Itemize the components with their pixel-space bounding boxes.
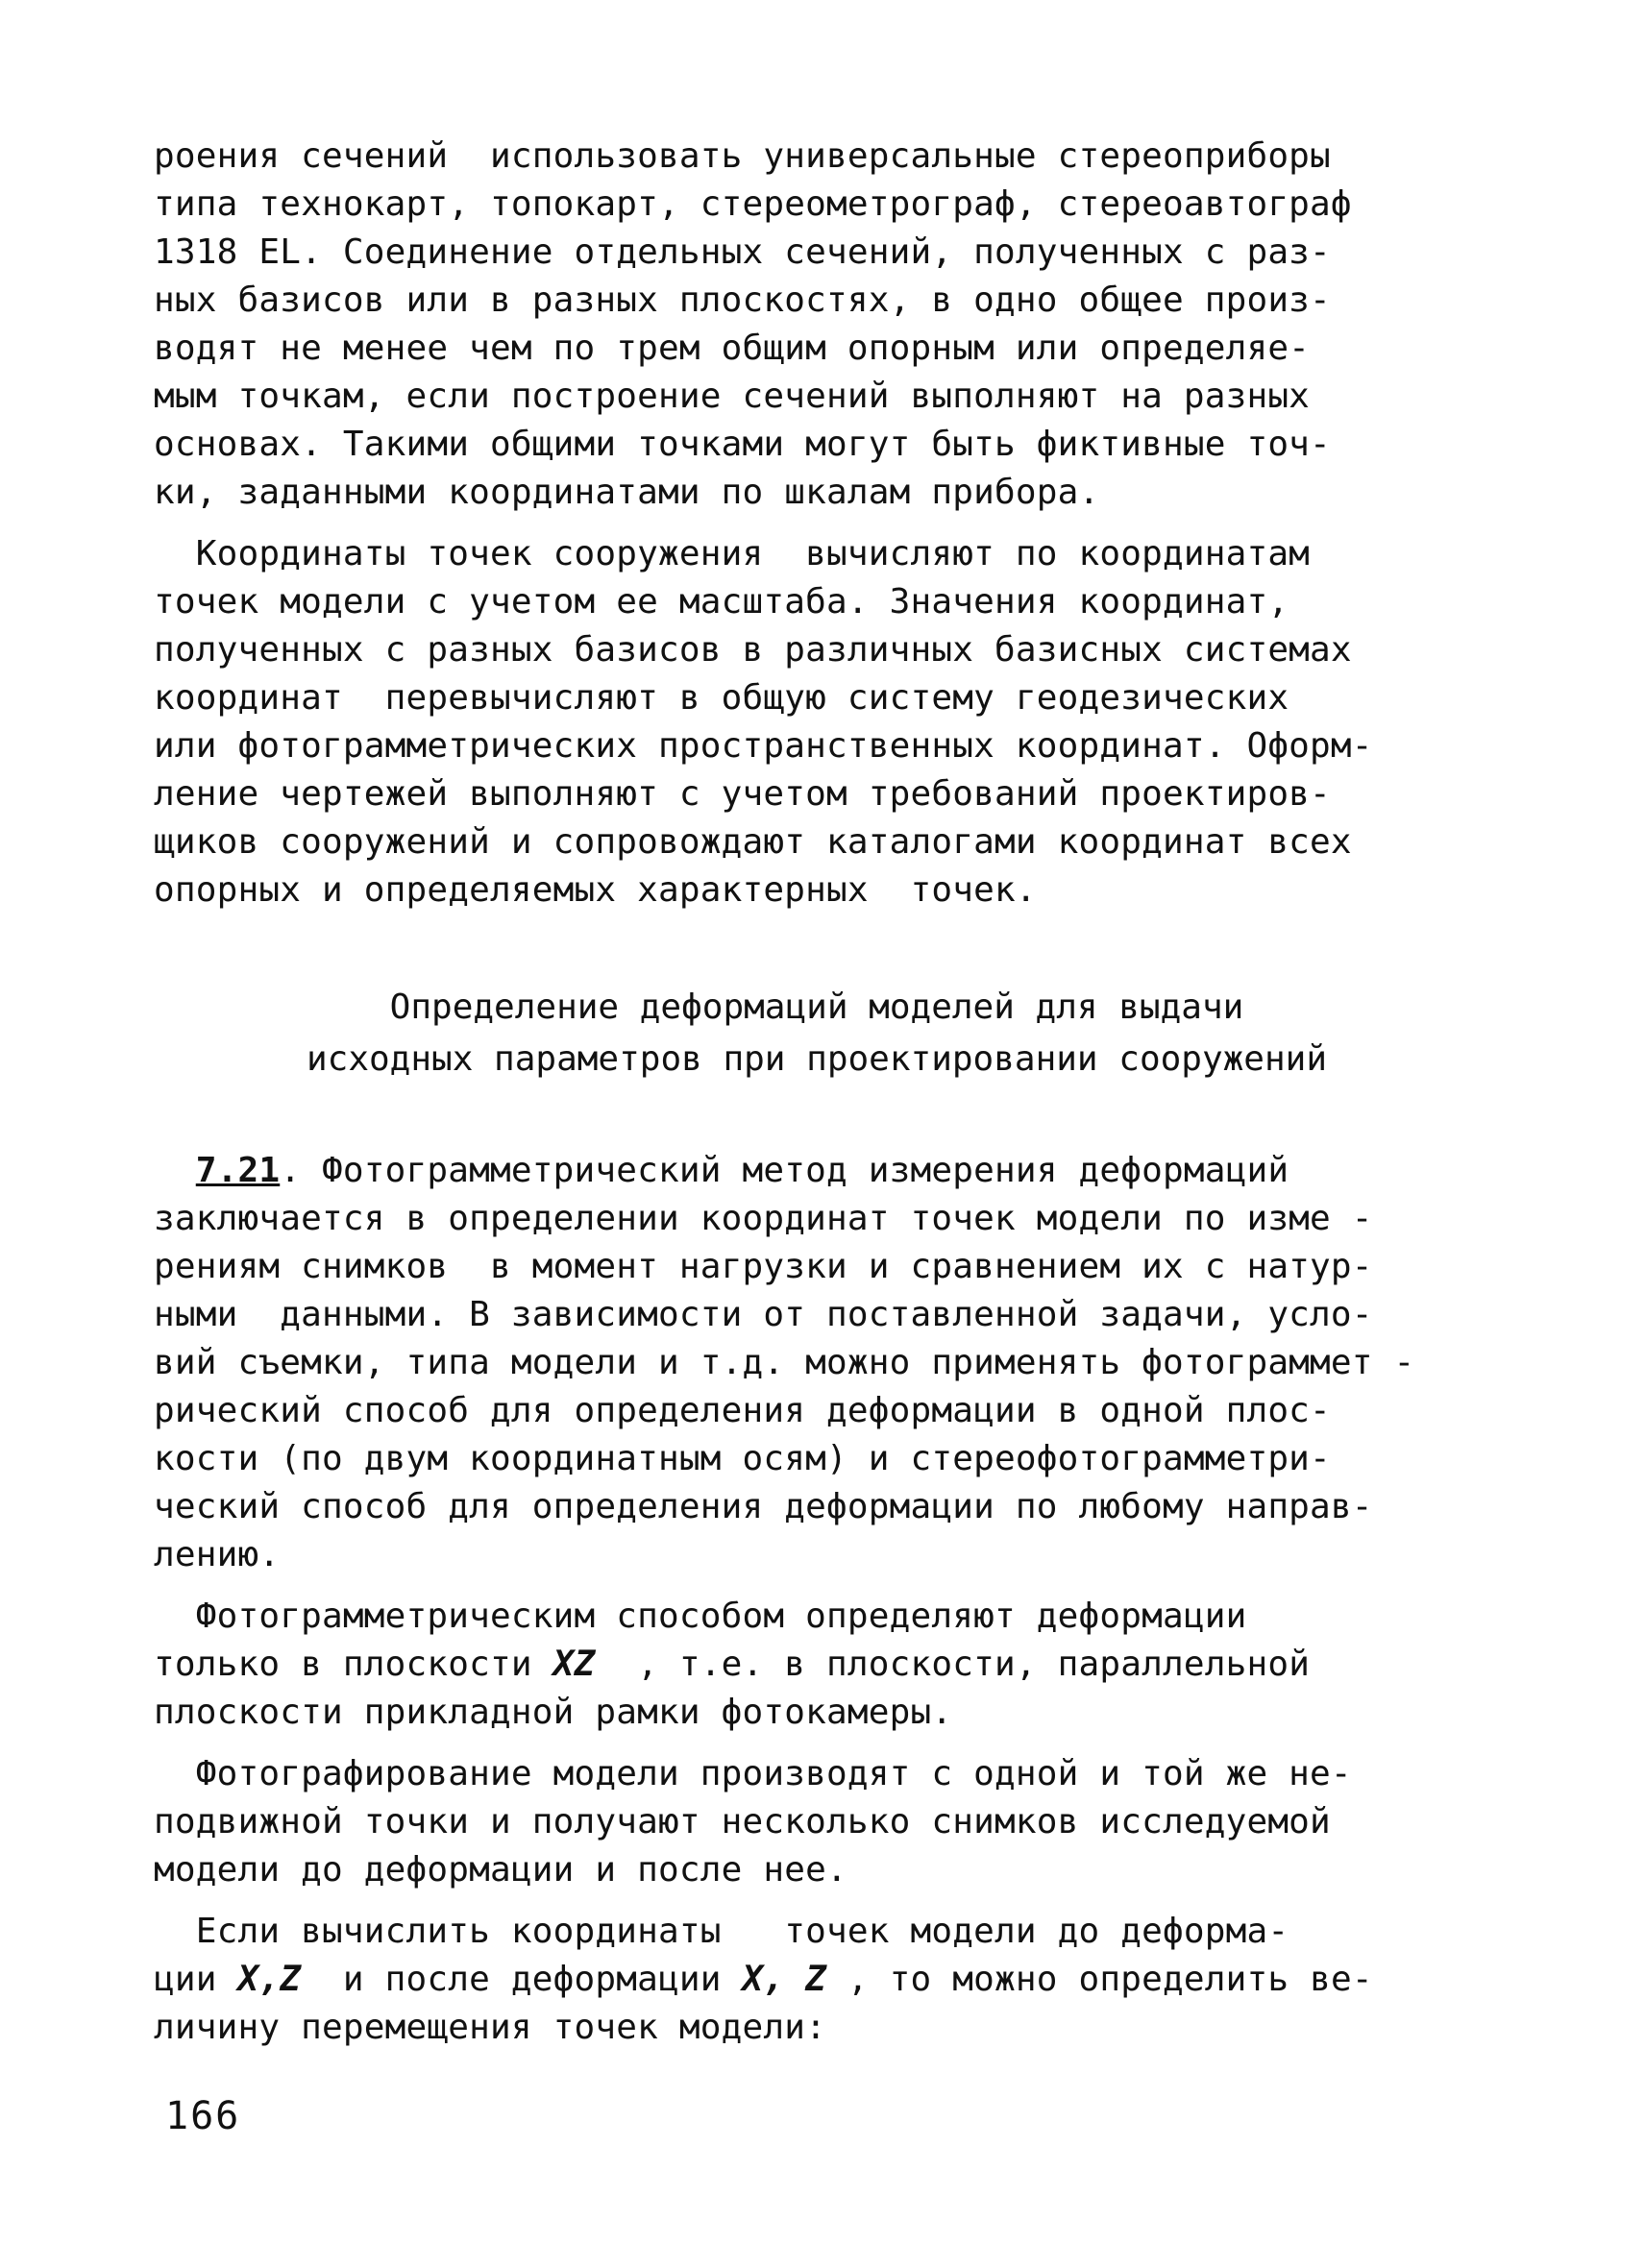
section-paragraph-1 xyxy=(154,1147,1480,1579)
text-line: Фотограмметрическим способом определяют деформации xyxy=(154,1597,1247,1636)
text-line xyxy=(154,1641,1480,1689)
intro-paragraph-1 xyxy=(154,133,1480,517)
text-line: ными данными. В зависимости от поставленной задачи, усло- xyxy=(154,1295,1373,1334)
text-line: или фотограмметрических пространственных координат. Оформ- xyxy=(154,726,1373,766)
text-line: ных базисов или в разных плоскостях, в одно общее произ- xyxy=(154,280,1331,320)
section-paragraph-3 xyxy=(154,1750,1480,1894)
text-line: рический способ для определения деформации в одной плос- xyxy=(154,1391,1331,1430)
text-line: личину перемещения точек модели: xyxy=(154,2008,826,2047)
document-page xyxy=(154,133,1480,2052)
text-line: подвижной точки и получают несколько снимков исследуемой xyxy=(154,1802,1331,1841)
section-gap xyxy=(154,915,1480,982)
text-line: кости (по двум координатным осям) и стереофотограмметри- xyxy=(154,1439,1331,1478)
text-line: Координаты точек сооружения вычисляют по координатам xyxy=(154,534,1311,573)
text-line: рениям снимков в момент нагрузки и сравнением их с натур- xyxy=(154,1247,1373,1286)
text-line: ки, заданными координатами по шкалам приборa. xyxy=(154,473,1100,512)
math-symbol: X, Z xyxy=(742,1960,826,1999)
text-fragment: ции xyxy=(154,1960,238,1999)
text-line: Если вычислить координаты точек модели до деформа- xyxy=(154,1912,1289,1951)
math-symbol: XZ xyxy=(552,1645,596,1684)
text-line: опорных и определяемых характерных точек. xyxy=(154,870,1037,910)
text-line: вий съемки, типа модели и т.д. можно применять фотограммет - xyxy=(154,1343,1415,1382)
text-fragment: , т.е. в плоскости, параллельной xyxy=(595,1645,1311,1684)
math-symbol: X,Z xyxy=(237,1960,302,1999)
text-fragment: , то можно определить ве- xyxy=(825,1960,1373,1999)
text-fragment: . Фотограмметрический метод измерения деформаций xyxy=(280,1151,1289,1190)
text-line: ческий способ для определения деформации по любому направ- xyxy=(154,1487,1373,1526)
text-line: плоскости прикладной рамки фотокамеры. xyxy=(154,1693,953,1732)
text-line: основах. Такими общими точками могут быть фиктивные точ- xyxy=(154,425,1331,464)
text-line: типа технокарт, топокарт, стереометрограф, стереоавтограф xyxy=(154,184,1352,224)
text-line: координат перевычисляют в общую систему геодезических xyxy=(154,678,1289,718)
text-line xyxy=(154,1956,1480,2004)
text-line: 1318 EL. Соединение отдельных сечений, полученных с раз- xyxy=(154,232,1331,272)
text-line: ление чертежей выполняют с учетом требований проектиров- xyxy=(154,774,1331,814)
text-fragment: и после деформации xyxy=(301,1960,743,1999)
paragraph-gap xyxy=(154,1894,1480,1908)
paragraph-gap xyxy=(154,1579,1480,1593)
paragraph-number: 7.21 xyxy=(195,1151,281,1190)
paragraph-gap xyxy=(154,1737,1480,1750)
paragraph-gap xyxy=(154,517,1480,530)
text-line: водят не менее чем по трем общим опорным или определяе- xyxy=(154,329,1311,368)
section-paragraph-2 xyxy=(154,1593,1480,1737)
text-line: Фотографирование модели производят с одной и той же не- xyxy=(154,1754,1352,1793)
section-paragraph-4 xyxy=(154,1908,1480,2052)
heading-line: Определение деформаций моделей для выдачи xyxy=(389,988,1244,1027)
text-line xyxy=(154,1147,1480,1195)
page-number: 166 xyxy=(165,2094,241,2138)
text-fragment: только в плоскости xyxy=(154,1645,553,1684)
text-line: заключается в определении координат точек модели по изме - xyxy=(154,1199,1373,1238)
text-line: роения сечений использовать универсальные стереоприборы xyxy=(154,136,1331,176)
text-line: модели до деформации и после нее. xyxy=(154,1850,847,1890)
text-line: мым точкам, если построение сечений выполняют на разных xyxy=(154,377,1311,416)
heading-line: исходных параметров при проектировании сооружений xyxy=(306,1039,1328,1079)
section-gap xyxy=(154,1085,1480,1147)
text-line: лению. xyxy=(154,1535,281,1574)
section-heading xyxy=(154,982,1480,1085)
text-line: щиков сооружений и сопровождают каталогами координат всех xyxy=(154,822,1352,862)
text-line: полученных с разных базисов в различных базисных системах xyxy=(154,630,1352,670)
text-line: точек модели с учетом ее масштаба. Значения координат, xyxy=(154,582,1289,622)
intro-paragraph-2 xyxy=(154,530,1480,915)
